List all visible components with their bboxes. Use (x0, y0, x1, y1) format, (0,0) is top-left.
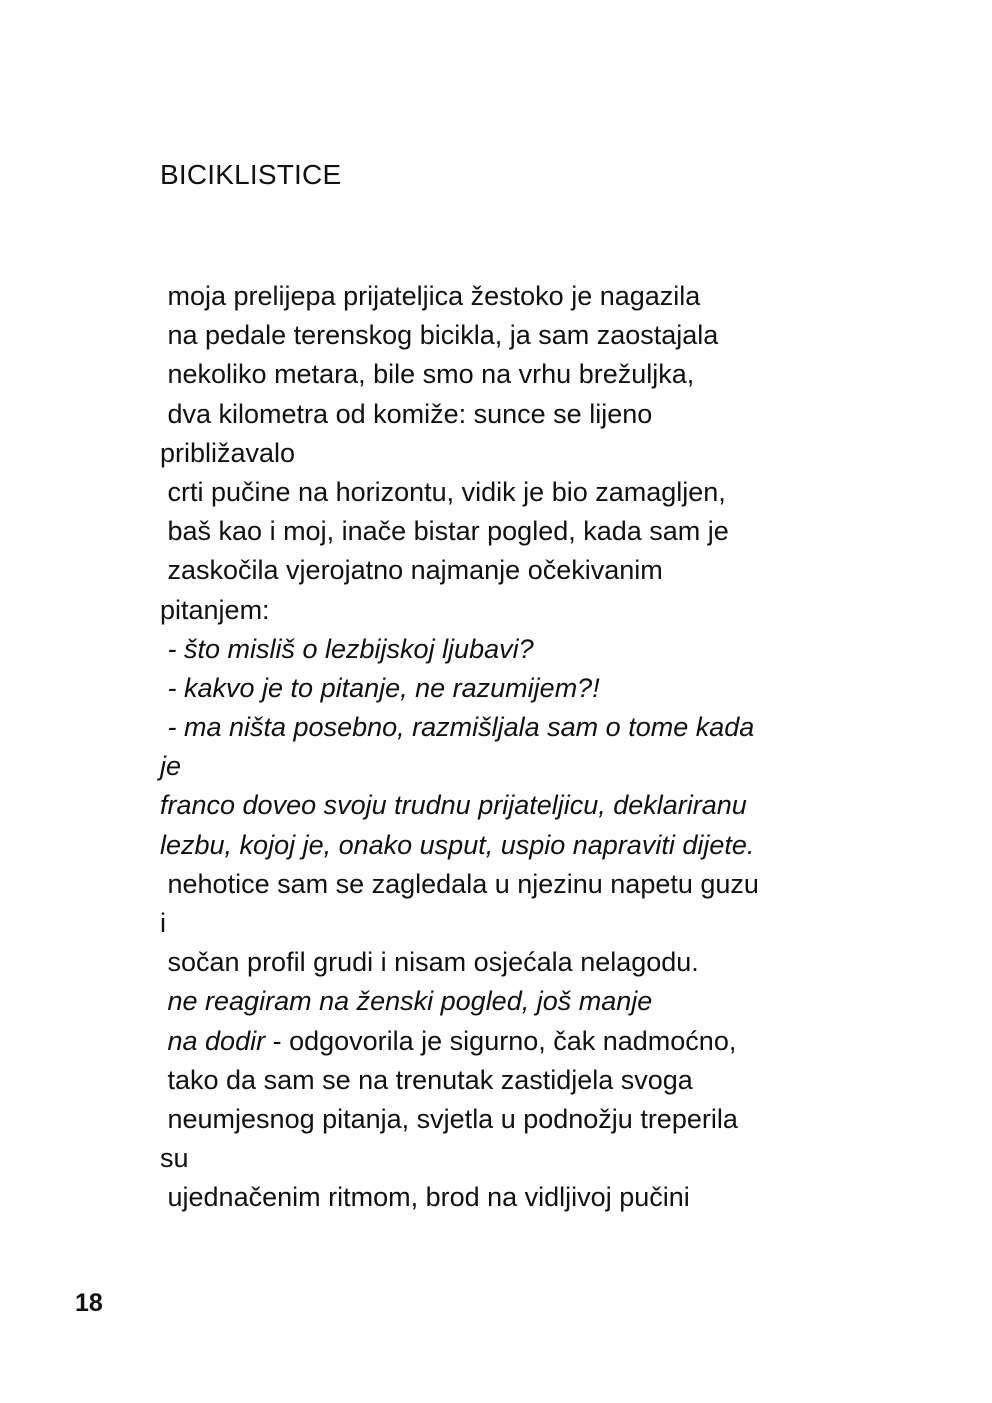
dialogue-fragment: na dodir (160, 1025, 266, 1056)
poem-line: su (160, 1143, 189, 1174)
poem-line: baš kao i moj, inače bistar pogled, kada sam je (160, 516, 729, 547)
mixed-line (160, 1022, 880, 1061)
poem-line: dva kilometra od komiže: sunce se lijeno (160, 398, 653, 429)
poem-line: zaskočila vjerojatno najmanje očekivanim (160, 555, 663, 586)
poem-line: približavalo (160, 437, 296, 468)
poem-line: na pedale terenskog bicikla, ja sam zaostajala (160, 320, 719, 351)
poem-line: pitanjem: (160, 594, 270, 625)
poem-body (160, 277, 880, 1218)
poem-line: sočan profil grudi i nisam osjećala nelagodu. (160, 947, 699, 978)
dialogue-line: - što misliš o lezbijskoj ljubavi? (160, 633, 534, 664)
poem-line: nekoliko metara, bile smo na vrhu brežuljka, (160, 359, 695, 390)
poem-line: ujednačenim ritmom, brod na vidljivoj pučini (160, 1182, 690, 1213)
dialogue-line: lezbu, kojoj je, onako usput, uspio napraviti dijete. (160, 829, 755, 860)
dialogue-line: franco doveo svoju trudnu prijateljicu, deklariranu (160, 790, 747, 821)
page-title: BICIKLISTICE (160, 159, 342, 190)
page-number: 18 (75, 1289, 103, 1317)
poem-line: crti pučine na horizontu, vidik je bio zamagljen, (160, 476, 726, 507)
poem-line: i (160, 908, 166, 938)
poem-line: tako da sam se na trenutak zastidjela svoga (160, 1064, 693, 1095)
narration-fragment: - odgovorila je sigurno, čak nadmoćno, (265, 1025, 737, 1056)
poem-line: moja prelijepa prijateljica žestoko je nagazila (160, 281, 701, 311)
dialogue-line: ne reagiram na ženski pogled, još manje (160, 986, 653, 1017)
dialogue-line: je (160, 751, 182, 782)
dialogue-line: - kakvo je to pitanje, ne razumijem?! (160, 672, 600, 703)
poem-line: neumjesnog pitanja, svjetla u podnožju treperila (160, 1103, 738, 1134)
poem-line: nehotice sam se zagledala u njezinu napetu guzu (160, 868, 759, 899)
dialogue-line: - ma ništa posebno, razmišljala sam o tome kada (160, 712, 755, 743)
